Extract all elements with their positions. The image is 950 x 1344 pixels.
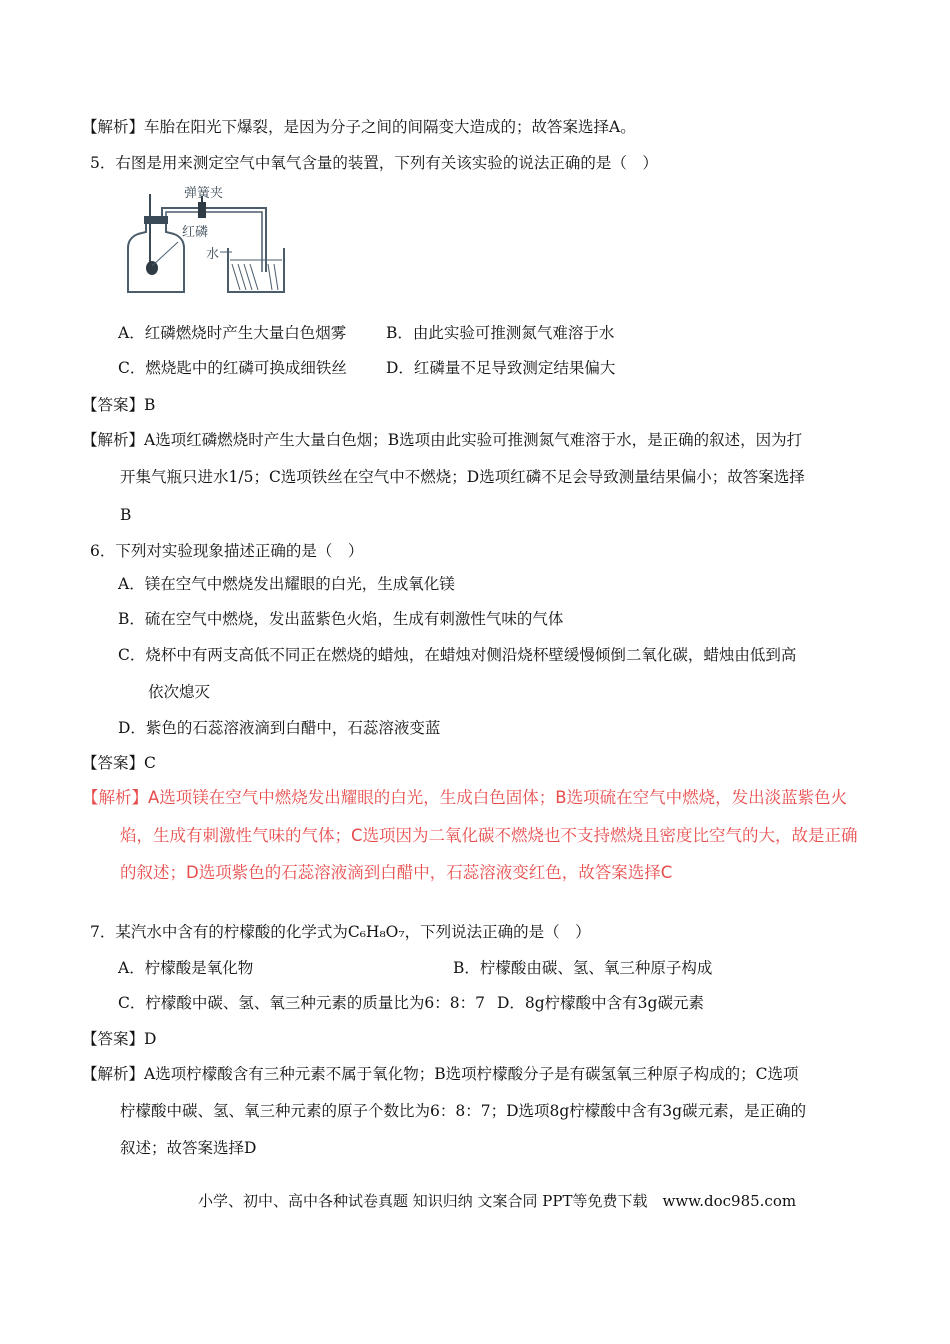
q5-option-row-2: [118, 358, 615, 378]
q7-option-d: D．8g柠檬酸中含有3g碳元素: [496, 994, 704, 1012]
q7-option-c: C．柠檬酸中碳、氢、氧三种元素的质量比为6：8：7: [118, 994, 485, 1012]
q5-option-c: C．燃烧匙中的红磷可换成细铁丝: [118, 359, 347, 377]
q7-analysis-line-1: 【解析】A选项柠檬酸含有三种元素不属于氧化物；B选项柠檬酸分子是有碳氢氧三种原子构成的；C选项: [82, 1065, 799, 1083]
q5-option-d: D．红磷量不足导致测定结果偏大: [386, 359, 616, 377]
q5-analysis-line-1: 【解析】A选项红磷燃烧时产生大量白色烟；B选项由此实验可推测氮气难溶于水，是正确的叙述，因为打: [82, 431, 803, 449]
oxygen-measurement-apparatus-figure: [120, 186, 290, 298]
q7-analysis-line-2: 柠檬酸中碳、氢、氧三种元素的原子个数比为6：8：7；D选项8g柠檬酸中含有3g碳元素，是正确的: [120, 1102, 807, 1120]
figure-label-clamp: 弹簧夹: [184, 186, 224, 201]
q5-option-row-1: [118, 323, 614, 343]
q5-option-a: A．红磷燃烧时产生大量白色烟雾: [118, 324, 347, 342]
q7-answer: 【答案】D: [82, 1030, 157, 1048]
q7-option-b: B．柠檬酸由碳、氢、氧三种原子构成: [453, 959, 713, 977]
q7-option-row-2: [118, 993, 704, 1013]
q5-option-b: B．由此实验可推测氮气难溶于水: [386, 324, 615, 342]
q6-option-c: C．烧杯中有两支高低不同正在燃烧的蜡烛，在蜡烛对侧沿烧杯壁缓慢倾倒二氧化碳，蜡烛由低到高: [118, 646, 797, 664]
q6-stem: 6．下列对实验现象描述正确的是（ ）: [90, 542, 364, 560]
q7-option-a: A．柠檬酸是氧化物: [118, 959, 254, 977]
q7-analysis-line-3: 叙述；故答案选择D: [120, 1139, 257, 1157]
q5-analysis-line-3: B: [120, 506, 132, 524]
q6-answer: 【答案】C: [82, 754, 156, 772]
q6-option-a: A．镁在空气中燃烧发出耀眼的白光，生成氧化镁: [118, 575, 455, 593]
q4-analysis: 【解析】车胎在阳光下爆裂，是因为分子之间的间隔变大造成的；故答案选择A。: [82, 118, 636, 136]
figure-label-water: 水: [206, 247, 220, 262]
q5-answer: 【答案】B: [82, 396, 156, 414]
q5-analysis-line-2: 开集气瓶只进水1/5；C选项铁丝在空气中不燃烧；D选项红磷不足会导致测量结果偏小；故答案选择: [120, 468, 805, 486]
q6-option-c-continued: 依次熄灭: [148, 683, 211, 701]
page-footer: 小学、初中、高中各种试卷真题 知识归纳 文案合同 PPT等免费下载 www.doc985.com: [198, 1192, 797, 1210]
q6-option-b: B．硫在空气中燃烧，发出蓝紫色火焰，生成有刺激性气味的气体: [118, 610, 564, 628]
q7-stem: 7．某汽水中含有的柠檬酸的化学式为C₆H₈O₇，下列说法正确的是（ ）: [90, 923, 591, 941]
figure-label-phosphorus: 红磷: [182, 225, 209, 240]
q6-analysis-line-2: 焰，生成有刺激性气味的气体；C选项因为二氧化碳不燃烧也不支持燃烧且密度比空气的大，故是正确: [120, 826, 858, 845]
q7-option-row-1: [118, 958, 712, 978]
q6-analysis-line-1: 【解析】A选项镁在空气中燃烧发出耀眼的白光，生成白色固体；B选项硫在空气中燃烧，发出淡蓝紫色火: [82, 788, 848, 807]
q6-analysis-line-3: 的叙述；D选项紫色的石蕊溶液滴到白醋中，石蕊溶液变红色，故答案选择C: [120, 863, 673, 882]
q6-option-d: D．紫色的石蕊溶液滴到白醋中，石蕊溶液变蓝: [118, 719, 441, 737]
q5-stem: 5．右图是用来测定空气中氧气含量的装置，下列有关该实验的说法正确的是（ ）: [90, 154, 658, 172]
